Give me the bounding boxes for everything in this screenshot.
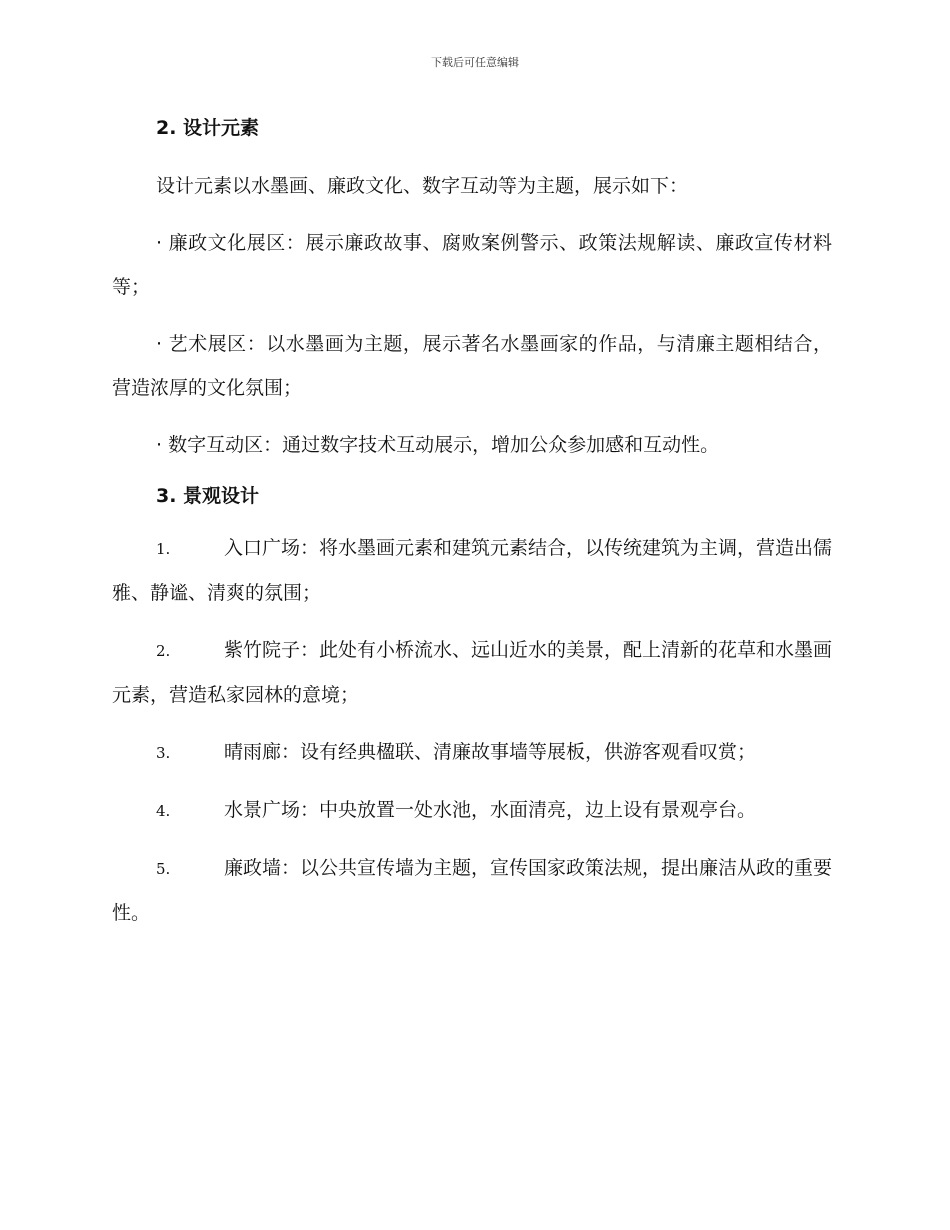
header-note: 下载后可任意编辑 (431, 56, 519, 69)
item-number: 1. (156, 540, 171, 558)
bullet-item-art-exhibition: · 艺术展区：以水墨画为主题，展示著名水墨画家的作品，与清廉主题相结合，营造浓厚的文化氛围； (112, 333, 832, 399)
numbered-item (112, 846, 832, 935)
item-text: 水景广场：中央放置一处水池，水面清亮，边上设有景观亭台。 (224, 799, 757, 821)
item-text: 晴雨廊：设有经典楹联、清廉故事墙等展板，供游客观看叹赏； (224, 741, 757, 763)
numbered-item (112, 628, 832, 717)
item-text: 廉政墙：以公共宣传墙为主题，宣传国家政策法规，提出廉洁从政的重要性。 (112, 857, 833, 924)
item-text: 紫竹院子：此处有小桥流水、远山近水的美景，配上清新的花草和水墨画元素，营造私家园林的意境； (112, 639, 833, 706)
numbered-item (112, 526, 832, 615)
section-heading-landscape-design: 3. 景观设计 (156, 485, 260, 507)
numbered-item (112, 730, 832, 775)
item-text: 入口广场：将水墨画元素和建筑元素结合，以传统建筑为主调，营造出儒雅、静谧、清爽的氛围； (112, 537, 833, 604)
item-number: 3. (156, 744, 171, 762)
bullet-item-digital-interaction: · 数字互动区：通过数字技术互动展示，增加公众参加感和互动性。 (156, 434, 720, 456)
item-number: 4. (156, 802, 171, 820)
section-heading-design-elements: 2. 设计元素 (156, 117, 260, 139)
bullet-item-integrity-culture: · 廉政文化展区：展示廉政故事、腐败案例警示、政策法规解读、廉政宣传材料等； (112, 232, 832, 298)
document-content (112, 112, 832, 948)
item-number: 5. (156, 860, 171, 878)
design-elements-intro: 设计元素以水墨画、廉政文化、数字互动等为主题，展示如下： (156, 175, 689, 197)
numbered-item (112, 788, 832, 833)
item-number: 2. (156, 642, 171, 660)
